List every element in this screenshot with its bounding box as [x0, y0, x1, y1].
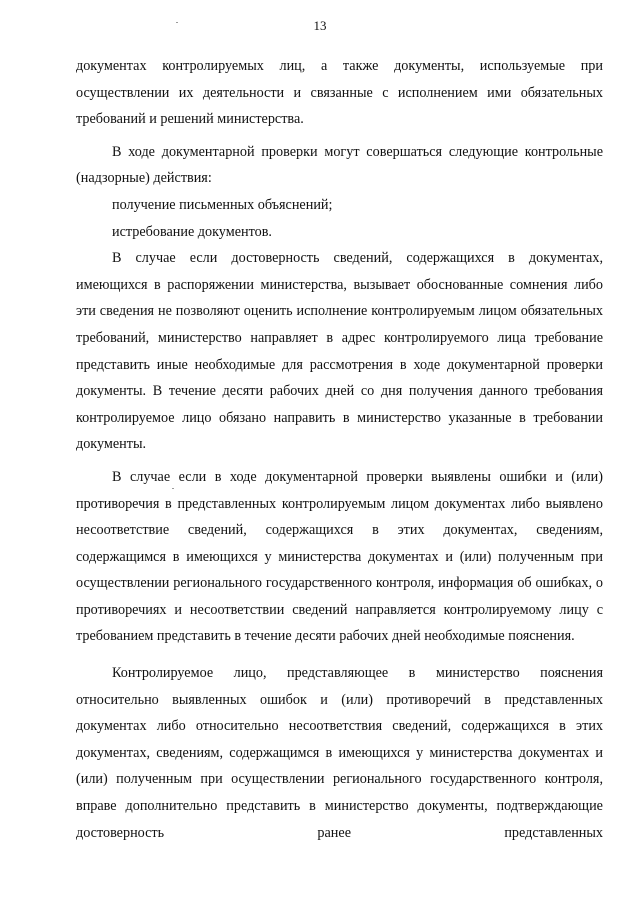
- list-item-document-request: истребование документов.: [112, 223, 272, 240]
- scan-speck: [176, 22, 178, 23]
- paragraph-continuation: документах контролируемых лиц, а также документы, используемые при осуществлении их деятельности и связанные с исполнением ими обязательных требований и решений министерства.: [76, 58, 603, 128]
- paragraph-errors-contradictions: В случае если в ходе документарной проверки выявлены ошибки и (или) противоречия в представленных контролируемым лицом документах либо выявлено несоответствие сведений, содержащихся в этих документах, сведениям, содержащимся в имеющихся у министерства документах и (или) полученным при осуществлении регионального государственного контроля, информация об ошибках, о противоречиях и несоответствии сведений направляется контролируемому лицу с требованием представить в течение десяти рабочих дней необходимые пояснения.: [76, 468, 603, 645]
- paragraph-controlled-person-explanations: Контролируемое лицо, представляющее в министерство пояснения относительно выявленных ошибок и (или) противоречий в представленных документах либо относительно несоответствия сведений, содержащихся в этих документах, сведениям, содержащимся в имеющихся у министерства документах и (или) полученным при осуществлении регионального государственного контроля, вправе дополнительно представить в министерство документы, подтверждающие достоверность ранее представленных: [76, 665, 603, 841]
- paragraph-inspection-actions: В ходе документарной проверки могут совершаться следующие контрольные (надзорные) действия:: [76, 143, 603, 187]
- paragraph-document-reliability: В случае если достоверность сведений, содержащихся в документах, имеющихся в распоряжении министерства, вызывает обоснованные сомнения либо эти сведения не позволяют оценить исполнение контролируемым лицом обязательных требований, министерство направляет в адрес контролируемого лица требование представить иные необходимые для рассмотрения в ходе документарной проверки документы. В течение десяти рабочих дней со дня получения данного требования контролируемое лицо обязано направить в министерство указанные в требовании документы.: [76, 250, 603, 453]
- list-item-written-explanations: получение письменных объяснений;: [112, 196, 333, 213]
- page-number: 13: [313, 18, 327, 33]
- document-body: [76, 53, 603, 846]
